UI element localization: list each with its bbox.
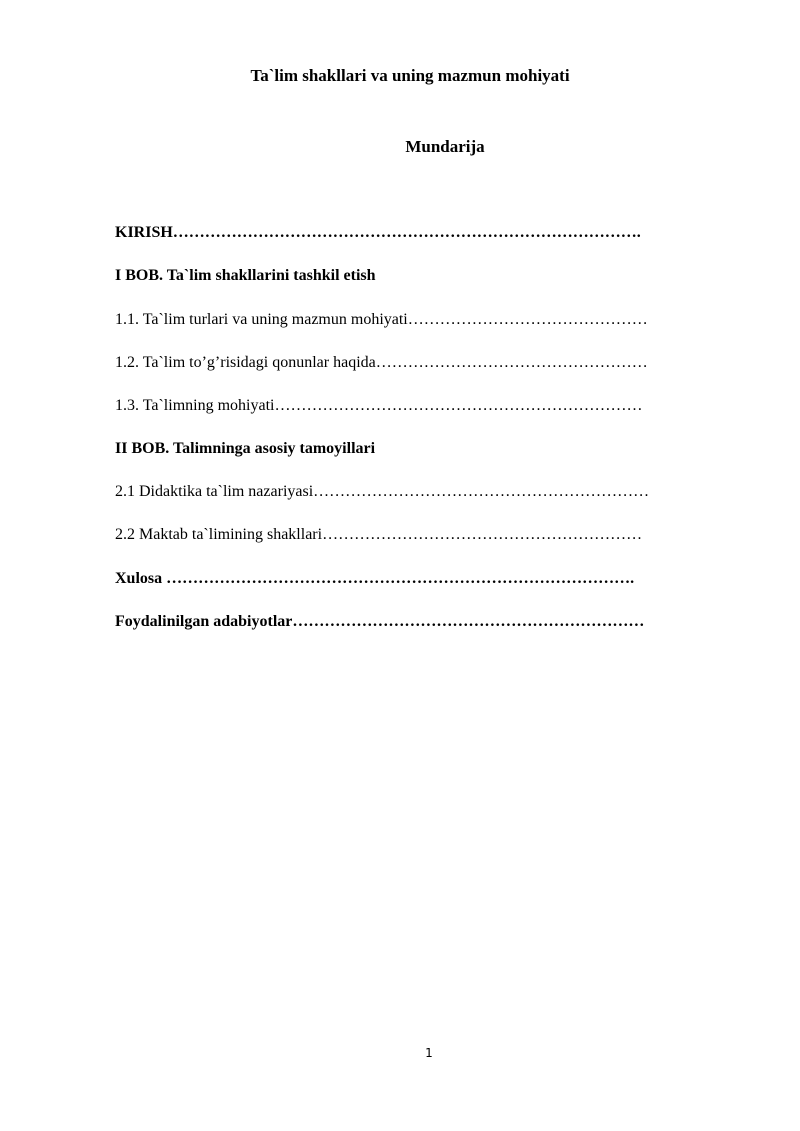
toc-entry-section-1-3: 1.3. Ta`limning mohiyati…………………………………………………………… — [115, 397, 643, 414]
toc-entry-section-2-1: 2.1 Didaktika ta`lim nazariyasi……………………………………………………… — [115, 483, 650, 500]
toc-entry-section-2-2: 2.2 Maktab ta`limining shakllari…………………………………………………… — [115, 526, 643, 543]
toc-entry-bibliography: Foydalinilgan adabiyotlar………………………………………………………… — [115, 613, 645, 630]
toc-entry-xulosa: Xulosa ……………………………………………………………………………. — [115, 570, 635, 587]
toc-entry-section-1-1: 1.1. Ta`lim turlari va uning mazmun mohiyati……………………………………… — [115, 311, 648, 328]
toc-entry-chapter-1: I BOB. Ta`lim shakllarini tashkil etish — [115, 267, 376, 284]
toc-heading: Mundarija — [405, 137, 485, 156]
toc-entry-kirish: KIRISH……………………………………………………………………………. — [115, 224, 641, 241]
toc-entry-chapter-2: II BOB. Talimninga asosiy tamoyillari — [115, 440, 376, 457]
page-number: 1 — [425, 1046, 433, 1060]
document-title: Ta`lim shakllari va uning mazmun mohiyati — [250, 66, 570, 85]
toc-entry-section-1-2: 1.2. Ta`lim to’g’risidagi qonunlar haqida…………………………………………… — [115, 354, 648, 371]
